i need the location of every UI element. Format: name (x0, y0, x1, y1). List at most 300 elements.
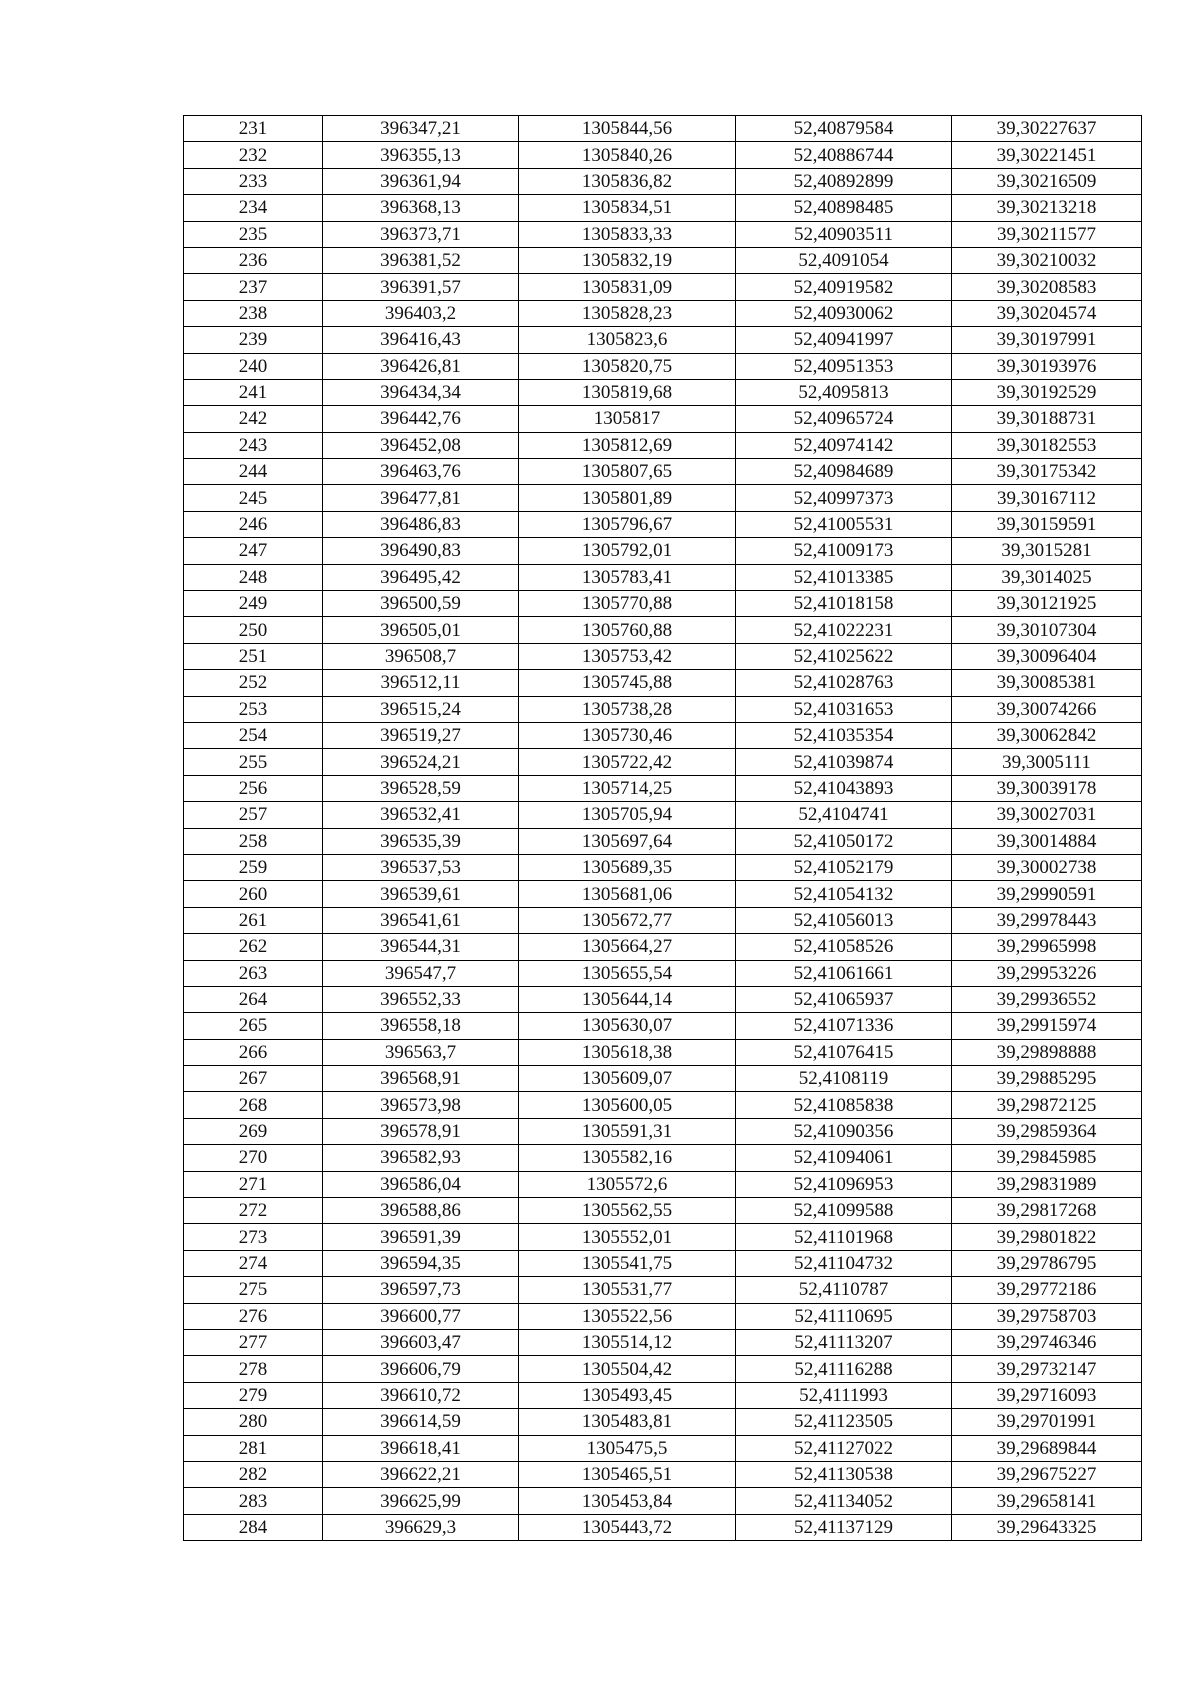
longitude-cell: 39,29885295 (952, 1066, 1142, 1092)
y-coordinate-cell: 1305833,33 (519, 221, 736, 247)
latitude-cell: 52,41018158 (736, 591, 952, 617)
longitude-cell: 39,29859364 (952, 1118, 1142, 1144)
y-coordinate-cell: 1305730,46 (519, 722, 736, 748)
point-number-cell: 283 (184, 1488, 323, 1514)
longitude-cell: 39,29801822 (952, 1224, 1142, 1250)
longitude-cell: 39,30208583 (952, 274, 1142, 300)
latitude-cell: 52,41065937 (736, 986, 952, 1012)
point-number-cell: 240 (184, 353, 323, 379)
longitude-cell: 39,29643325 (952, 1514, 1142, 1540)
latitude-cell: 52,40984689 (736, 459, 952, 485)
latitude-cell: 52,41071336 (736, 1013, 952, 1039)
x-coordinate-cell: 396537,53 (323, 854, 519, 880)
x-coordinate-cell: 396588,86 (323, 1198, 519, 1224)
y-coordinate-cell: 1305783,41 (519, 564, 736, 590)
longitude-cell: 39,29732147 (952, 1356, 1142, 1382)
point-number-cell: 250 (184, 617, 323, 643)
longitude-cell: 39,30096404 (952, 643, 1142, 669)
longitude-cell: 39,30227637 (952, 116, 1142, 142)
y-coordinate-cell: 1305705,94 (519, 802, 736, 828)
longitude-cell: 39,30221451 (952, 142, 1142, 168)
table-row (184, 1171, 1142, 1197)
latitude-cell: 52,41050172 (736, 828, 952, 854)
x-coordinate-cell: 396568,91 (323, 1066, 519, 1092)
point-number-cell: 249 (184, 591, 323, 617)
latitude-cell: 52,40965724 (736, 406, 952, 432)
x-coordinate-cell: 396355,13 (323, 142, 519, 168)
point-number-cell: 252 (184, 670, 323, 696)
latitude-cell: 52,41025622 (736, 643, 952, 669)
point-number-cell: 256 (184, 775, 323, 801)
x-coordinate-cell: 396544,31 (323, 934, 519, 960)
coordinates-table-body (184, 116, 1142, 1541)
x-coordinate-cell: 396500,59 (323, 591, 519, 617)
y-coordinate-cell: 1305562,55 (519, 1198, 736, 1224)
point-number-cell: 255 (184, 749, 323, 775)
latitude-cell: 52,40903511 (736, 221, 952, 247)
table-row (184, 195, 1142, 221)
latitude-cell: 52,41123505 (736, 1409, 952, 1435)
latitude-cell: 52,4108119 (736, 1066, 952, 1092)
x-coordinate-cell: 396610,72 (323, 1382, 519, 1408)
point-number-cell: 284 (184, 1514, 323, 1540)
longitude-cell: 39,30211577 (952, 221, 1142, 247)
latitude-cell: 52,4095813 (736, 379, 952, 405)
point-number-cell: 244 (184, 459, 323, 485)
longitude-cell: 39,29845985 (952, 1145, 1142, 1171)
table-row (184, 1092, 1142, 1118)
x-coordinate-cell: 396361,94 (323, 168, 519, 194)
point-number-cell: 277 (184, 1329, 323, 1355)
table-row (184, 1145, 1142, 1171)
point-number-cell: 265 (184, 1013, 323, 1039)
x-coordinate-cell: 396594,35 (323, 1250, 519, 1276)
longitude-cell: 39,3014025 (952, 564, 1142, 590)
x-coordinate-cell: 396606,79 (323, 1356, 519, 1382)
x-coordinate-cell: 396622,21 (323, 1461, 519, 1487)
latitude-cell: 52,41058526 (736, 934, 952, 960)
x-coordinate-cell: 396373,71 (323, 221, 519, 247)
x-coordinate-cell: 396347,21 (323, 116, 519, 142)
y-coordinate-cell: 1305504,42 (519, 1356, 736, 1382)
table-row (184, 1277, 1142, 1303)
y-coordinate-cell: 1305745,88 (519, 670, 736, 696)
point-number-cell: 237 (184, 274, 323, 300)
longitude-cell: 39,29786795 (952, 1250, 1142, 1276)
y-coordinate-cell: 1305836,82 (519, 168, 736, 194)
y-coordinate-cell: 1305832,19 (519, 247, 736, 273)
x-coordinate-cell: 396490,83 (323, 538, 519, 564)
latitude-cell: 52,41056013 (736, 907, 952, 933)
table-row (184, 168, 1142, 194)
point-number-cell: 262 (184, 934, 323, 960)
point-number-cell: 231 (184, 116, 323, 142)
y-coordinate-cell: 1305807,65 (519, 459, 736, 485)
point-number-cell: 268 (184, 1092, 323, 1118)
latitude-cell: 52,40879584 (736, 116, 952, 142)
point-number-cell: 261 (184, 907, 323, 933)
table-row (184, 802, 1142, 828)
longitude-cell: 39,29701991 (952, 1409, 1142, 1435)
point-number-cell: 236 (184, 247, 323, 273)
latitude-cell: 52,41099588 (736, 1198, 952, 1224)
y-coordinate-cell: 1305541,75 (519, 1250, 736, 1276)
table-row (184, 247, 1142, 273)
table-row (184, 960, 1142, 986)
table-row (184, 1382, 1142, 1408)
table-row (184, 907, 1142, 933)
point-number-cell: 245 (184, 485, 323, 511)
x-coordinate-cell: 396603,47 (323, 1329, 519, 1355)
x-coordinate-cell: 396558,18 (323, 1013, 519, 1039)
x-coordinate-cell: 396547,7 (323, 960, 519, 986)
y-coordinate-cell: 1305475,5 (519, 1435, 736, 1461)
x-coordinate-cell: 396539,61 (323, 881, 519, 907)
point-number-cell: 253 (184, 696, 323, 722)
table-row (184, 1409, 1142, 1435)
point-number-cell: 281 (184, 1435, 323, 1461)
x-coordinate-cell: 396515,24 (323, 696, 519, 722)
y-coordinate-cell: 1305844,56 (519, 116, 736, 142)
y-coordinate-cell: 1305828,23 (519, 300, 736, 326)
y-coordinate-cell: 1305753,42 (519, 643, 736, 669)
y-coordinate-cell: 1305630,07 (519, 1013, 736, 1039)
latitude-cell: 52,41085838 (736, 1092, 952, 1118)
point-number-cell: 273 (184, 1224, 323, 1250)
table-row (184, 1039, 1142, 1065)
longitude-cell: 39,30204574 (952, 300, 1142, 326)
longitude-cell: 39,29658141 (952, 1488, 1142, 1514)
longitude-cell: 39,29990591 (952, 881, 1142, 907)
y-coordinate-cell: 1305531,77 (519, 1277, 736, 1303)
x-coordinate-cell: 396463,76 (323, 459, 519, 485)
x-coordinate-cell: 396586,04 (323, 1171, 519, 1197)
y-coordinate-cell: 1305840,26 (519, 142, 736, 168)
longitude-cell: 39,29689844 (952, 1435, 1142, 1461)
longitude-cell: 39,30107304 (952, 617, 1142, 643)
x-coordinate-cell: 396452,08 (323, 432, 519, 458)
table-row (184, 432, 1142, 458)
x-coordinate-cell: 396614,59 (323, 1409, 519, 1435)
latitude-cell: 52,41101968 (736, 1224, 952, 1250)
point-number-cell: 266 (184, 1039, 323, 1065)
point-number-cell: 260 (184, 881, 323, 907)
x-coordinate-cell: 396532,41 (323, 802, 519, 828)
latitude-cell: 52,40930062 (736, 300, 952, 326)
x-coordinate-cell: 396618,41 (323, 1435, 519, 1461)
x-coordinate-cell: 396582,93 (323, 1145, 519, 1171)
x-coordinate-cell: 396573,98 (323, 1092, 519, 1118)
longitude-cell: 39,29978443 (952, 907, 1142, 933)
x-coordinate-cell: 396512,11 (323, 670, 519, 696)
latitude-cell: 52,41110695 (736, 1303, 952, 1329)
latitude-cell: 52,41076415 (736, 1039, 952, 1065)
y-coordinate-cell: 1305738,28 (519, 696, 736, 722)
y-coordinate-cell: 1305770,88 (519, 591, 736, 617)
point-number-cell: 234 (184, 195, 323, 221)
x-coordinate-cell: 396505,01 (323, 617, 519, 643)
table-row (184, 1514, 1142, 1540)
table-row (184, 564, 1142, 590)
point-number-cell: 257 (184, 802, 323, 828)
y-coordinate-cell: 1305689,35 (519, 854, 736, 880)
y-coordinate-cell: 1305820,75 (519, 353, 736, 379)
x-coordinate-cell: 396495,42 (323, 564, 519, 590)
longitude-cell: 39,30159591 (952, 511, 1142, 537)
point-number-cell: 258 (184, 828, 323, 854)
table-row (184, 221, 1142, 247)
table-row (184, 1356, 1142, 1382)
y-coordinate-cell: 1305672,77 (519, 907, 736, 933)
longitude-cell: 39,30197991 (952, 327, 1142, 353)
x-coordinate-cell: 396391,57 (323, 274, 519, 300)
point-number-cell: 232 (184, 142, 323, 168)
table-row (184, 617, 1142, 643)
table-row (184, 1118, 1142, 1144)
latitude-cell: 52,41009173 (736, 538, 952, 564)
table-row (184, 854, 1142, 880)
table-row (184, 881, 1142, 907)
point-number-cell: 246 (184, 511, 323, 537)
y-coordinate-cell: 1305453,84 (519, 1488, 736, 1514)
longitude-cell: 39,29898888 (952, 1039, 1142, 1065)
longitude-cell: 39,3005111 (952, 749, 1142, 775)
y-coordinate-cell: 1305443,72 (519, 1514, 736, 1540)
x-coordinate-cell: 396563,7 (323, 1039, 519, 1065)
latitude-cell: 52,40898485 (736, 195, 952, 221)
table-row (184, 300, 1142, 326)
x-coordinate-cell: 396578,91 (323, 1118, 519, 1144)
longitude-cell: 39,29915974 (952, 1013, 1142, 1039)
table-row (184, 1066, 1142, 1092)
longitude-cell: 39,29936552 (952, 986, 1142, 1012)
latitude-cell: 52,41096953 (736, 1171, 952, 1197)
longitude-cell: 39,3015281 (952, 538, 1142, 564)
table-row (184, 1461, 1142, 1487)
y-coordinate-cell: 1305572,6 (519, 1171, 736, 1197)
point-number-cell: 241 (184, 379, 323, 405)
y-coordinate-cell: 1305591,31 (519, 1118, 736, 1144)
y-coordinate-cell: 1305514,12 (519, 1329, 736, 1355)
latitude-cell: 52,4111993 (736, 1382, 952, 1408)
x-coordinate-cell: 396552,33 (323, 986, 519, 1012)
point-number-cell: 239 (184, 327, 323, 353)
table-row (184, 1303, 1142, 1329)
point-number-cell: 270 (184, 1145, 323, 1171)
x-coordinate-cell: 396486,83 (323, 511, 519, 537)
table-row (184, 538, 1142, 564)
latitude-cell: 52,41127022 (736, 1435, 952, 1461)
y-coordinate-cell: 1305714,25 (519, 775, 736, 801)
point-number-cell: 242 (184, 406, 323, 432)
table-row (184, 775, 1142, 801)
table-row (184, 274, 1142, 300)
point-number-cell: 282 (184, 1461, 323, 1487)
table-row (184, 1488, 1142, 1514)
latitude-cell: 52,41137129 (736, 1514, 952, 1540)
x-coordinate-cell: 396625,99 (323, 1488, 519, 1514)
table-row (184, 1224, 1142, 1250)
point-number-cell: 272 (184, 1198, 323, 1224)
point-number-cell: 233 (184, 168, 323, 194)
latitude-cell: 52,41043893 (736, 775, 952, 801)
y-coordinate-cell: 1305664,27 (519, 934, 736, 960)
x-coordinate-cell: 396591,39 (323, 1224, 519, 1250)
latitude-cell: 52,41116288 (736, 1356, 952, 1382)
table-row (184, 696, 1142, 722)
point-number-cell: 243 (184, 432, 323, 458)
point-number-cell: 248 (184, 564, 323, 590)
table-row (184, 459, 1142, 485)
longitude-cell: 39,30039178 (952, 775, 1142, 801)
latitude-cell: 52,40919582 (736, 274, 952, 300)
longitude-cell: 39,30188731 (952, 406, 1142, 432)
latitude-cell: 52,41039874 (736, 749, 952, 775)
y-coordinate-cell: 1305465,51 (519, 1461, 736, 1487)
latitude-cell: 52,41104732 (736, 1250, 952, 1276)
x-coordinate-cell: 396597,73 (323, 1277, 519, 1303)
x-coordinate-cell: 396629,3 (323, 1514, 519, 1540)
x-coordinate-cell: 396600,77 (323, 1303, 519, 1329)
x-coordinate-cell: 396368,13 (323, 195, 519, 221)
table-row (184, 643, 1142, 669)
latitude-cell: 52,41134052 (736, 1488, 952, 1514)
table-row (184, 591, 1142, 617)
longitude-cell: 39,29872125 (952, 1092, 1142, 1118)
longitude-cell: 39,29831989 (952, 1171, 1142, 1197)
y-coordinate-cell: 1305609,07 (519, 1066, 736, 1092)
y-coordinate-cell: 1305760,88 (519, 617, 736, 643)
longitude-cell: 39,30216509 (952, 168, 1142, 194)
x-coordinate-cell: 396442,76 (323, 406, 519, 432)
point-number-cell: 278 (184, 1356, 323, 1382)
x-coordinate-cell: 396524,21 (323, 749, 519, 775)
x-coordinate-cell: 396477,81 (323, 485, 519, 511)
y-coordinate-cell: 1305722,42 (519, 749, 736, 775)
point-number-cell: 267 (184, 1066, 323, 1092)
table-row (184, 406, 1142, 432)
coordinates-table (183, 115, 1142, 1541)
longitude-cell: 39,30175342 (952, 459, 1142, 485)
longitude-cell: 39,30074266 (952, 696, 1142, 722)
latitude-cell: 52,41031653 (736, 696, 952, 722)
y-coordinate-cell: 1305681,06 (519, 881, 736, 907)
x-coordinate-cell: 396535,39 (323, 828, 519, 854)
table-row (184, 116, 1142, 142)
longitude-cell: 39,29772186 (952, 1277, 1142, 1303)
latitude-cell: 52,40974142 (736, 432, 952, 458)
x-coordinate-cell: 396434,34 (323, 379, 519, 405)
y-coordinate-cell: 1305493,45 (519, 1382, 736, 1408)
latitude-cell: 52,41013385 (736, 564, 952, 590)
latitude-cell: 52,41090356 (736, 1118, 952, 1144)
x-coordinate-cell: 396403,2 (323, 300, 519, 326)
point-number-cell: 275 (184, 1277, 323, 1303)
longitude-cell: 39,30213218 (952, 195, 1142, 221)
table-row (184, 142, 1142, 168)
latitude-cell: 52,40951353 (736, 353, 952, 379)
table-row (184, 353, 1142, 379)
longitude-cell: 39,29965998 (952, 934, 1142, 960)
x-coordinate-cell: 396416,43 (323, 327, 519, 353)
x-coordinate-cell: 396541,61 (323, 907, 519, 933)
latitude-cell: 52,41061661 (736, 960, 952, 986)
longitude-cell: 39,30014884 (952, 828, 1142, 854)
y-coordinate-cell: 1305582,16 (519, 1145, 736, 1171)
latitude-cell: 52,41052179 (736, 854, 952, 880)
point-number-cell: 259 (184, 854, 323, 880)
y-coordinate-cell: 1305483,81 (519, 1409, 736, 1435)
y-coordinate-cell: 1305812,69 (519, 432, 736, 458)
latitude-cell: 52,40997373 (736, 485, 952, 511)
y-coordinate-cell: 1305817 (519, 406, 736, 432)
latitude-cell: 52,40886744 (736, 142, 952, 168)
longitude-cell: 39,30027031 (952, 802, 1142, 828)
longitude-cell: 39,29675227 (952, 1461, 1142, 1487)
point-number-cell: 263 (184, 960, 323, 986)
latitude-cell: 52,41005531 (736, 511, 952, 537)
y-coordinate-cell: 1305655,54 (519, 960, 736, 986)
longitude-cell: 39,30210032 (952, 247, 1142, 273)
table-row (184, 485, 1142, 511)
longitude-cell: 39,30121925 (952, 591, 1142, 617)
table-row (184, 1435, 1142, 1461)
table-row (184, 1250, 1142, 1276)
latitude-cell: 52,4110787 (736, 1277, 952, 1303)
point-number-cell: 276 (184, 1303, 323, 1329)
point-number-cell: 280 (184, 1409, 323, 1435)
table-row (184, 986, 1142, 1012)
point-number-cell: 264 (184, 986, 323, 1012)
point-number-cell: 235 (184, 221, 323, 247)
y-coordinate-cell: 1305697,64 (519, 828, 736, 854)
table-row (184, 1013, 1142, 1039)
point-number-cell: 251 (184, 643, 323, 669)
point-number-cell: 269 (184, 1118, 323, 1144)
y-coordinate-cell: 1305618,38 (519, 1039, 736, 1065)
y-coordinate-cell: 1305834,51 (519, 195, 736, 221)
latitude-cell: 52,4104741 (736, 802, 952, 828)
y-coordinate-cell: 1305600,05 (519, 1092, 736, 1118)
longitude-cell: 39,30192529 (952, 379, 1142, 405)
longitude-cell: 39,30167112 (952, 485, 1142, 511)
x-coordinate-cell: 396519,27 (323, 722, 519, 748)
x-coordinate-cell: 396426,81 (323, 353, 519, 379)
longitude-cell: 39,30182553 (952, 432, 1142, 458)
latitude-cell: 52,41054132 (736, 881, 952, 907)
point-number-cell: 254 (184, 722, 323, 748)
point-number-cell: 279 (184, 1382, 323, 1408)
longitude-cell: 39,29746346 (952, 1329, 1142, 1355)
latitude-cell: 52,41028763 (736, 670, 952, 696)
table-row (184, 722, 1142, 748)
y-coordinate-cell: 1305823,6 (519, 327, 736, 353)
latitude-cell: 52,4091054 (736, 247, 952, 273)
y-coordinate-cell: 1305819,68 (519, 379, 736, 405)
longitude-cell: 39,30062842 (952, 722, 1142, 748)
longitude-cell: 39,29758703 (952, 1303, 1142, 1329)
table-row (184, 379, 1142, 405)
point-number-cell: 247 (184, 538, 323, 564)
latitude-cell: 52,41022231 (736, 617, 952, 643)
table-row (184, 934, 1142, 960)
table-row (184, 670, 1142, 696)
x-coordinate-cell: 396508,7 (323, 643, 519, 669)
x-coordinate-cell: 396528,59 (323, 775, 519, 801)
x-coordinate-cell: 396381,52 (323, 247, 519, 273)
table-row (184, 511, 1142, 537)
latitude-cell: 52,40941997 (736, 327, 952, 353)
